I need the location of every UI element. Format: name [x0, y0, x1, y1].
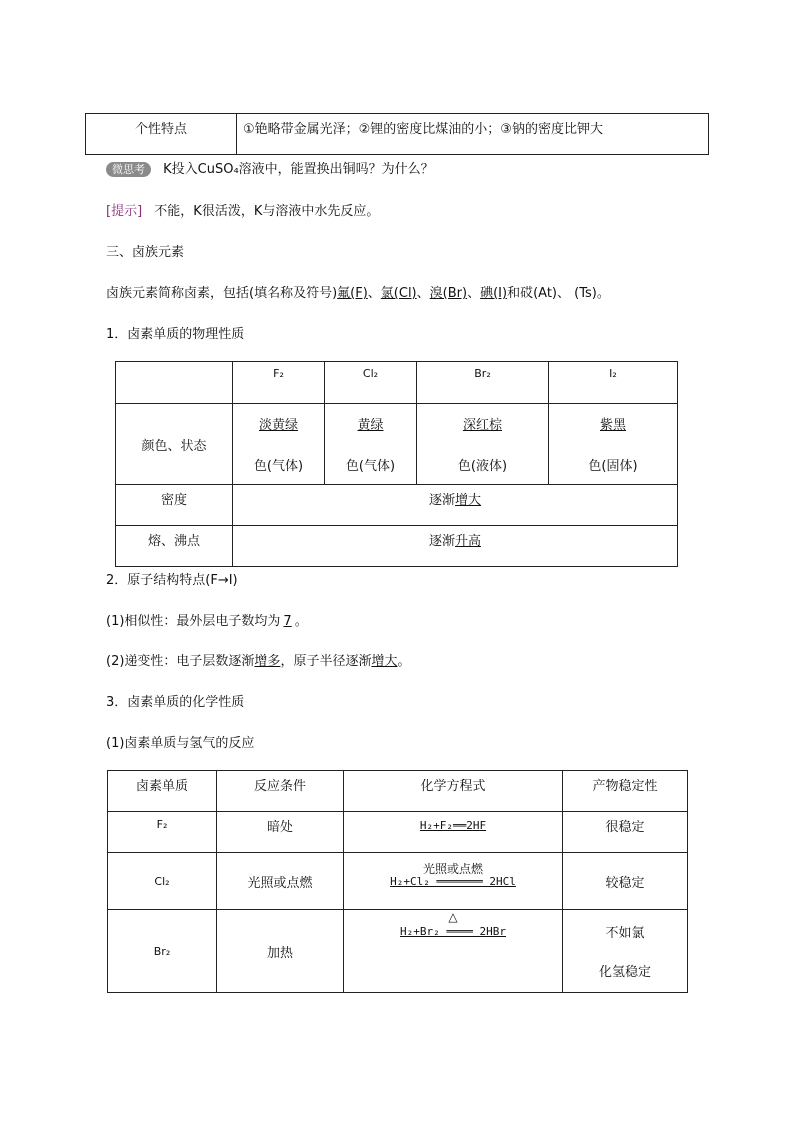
gradation-v1: 增多	[254, 654, 281, 669]
chemical-table	[107, 770, 688, 993]
chem-row-condition: 暗处	[217, 812, 344, 853]
color-name: 深红棕	[462, 418, 502, 433]
mp-prefix: 逐渐	[428, 534, 455, 549]
color-name: 黄绿	[357, 418, 384, 433]
chem-row-element: Br₂	[108, 910, 217, 993]
chem-row-stability: 很稳定	[563, 812, 688, 853]
similarity-suffix: 。	[294, 614, 308, 629]
stability-line1: 不如氯	[605, 926, 645, 941]
chem-row-stability	[563, 910, 688, 993]
gradation-paragraph	[106, 650, 410, 669]
hint-line	[106, 200, 379, 219]
similarity-paragraph	[106, 610, 308, 629]
intro-prefix: 卤族元素简称卤素，包括(填名称及符号)	[106, 286, 338, 301]
similarity-prefix: (1)相似性：最外层电子数均为	[106, 614, 281, 629]
chem-header-stability: 产物稳定性	[563, 771, 688, 812]
intro-paragraph	[106, 282, 610, 301]
hint-label: [提示]	[106, 204, 143, 219]
equation-text: H₂+Cl₂ ═══════ 2HCl	[390, 874, 516, 888]
heading-structure: 2．原子结构特点(F→I)	[106, 573, 238, 588]
equation-with-condition	[390, 861, 516, 889]
chem-header-condition: 反应条件	[217, 771, 344, 812]
intro-sep3: 、	[467, 286, 481, 301]
chem-row-condition: 加热	[217, 910, 344, 993]
think-question: K投入CuSO₄溶液中，能置换出铜吗？为什么？	[163, 162, 434, 177]
phys-header-f2: F₂	[233, 362, 325, 404]
think-badge: 微思考	[106, 162, 151, 177]
equation-text: H₂+F₂══2HF	[419, 819, 487, 832]
heading-chemical: 3．卤素单质的化学性质	[106, 695, 245, 710]
color-state: 色(气体)	[345, 459, 396, 474]
physical-table	[115, 361, 678, 567]
chem-row-equation	[344, 910, 563, 993]
chem-header-element: 卤素单质	[108, 771, 217, 812]
density-value: 增大	[455, 493, 482, 508]
color-state: 色(气体)	[253, 459, 304, 474]
phys-header-i2: I₂	[549, 362, 678, 404]
intro-f: 氟(F)	[337, 286, 368, 301]
intro-i: 碘(I)	[480, 286, 508, 301]
intro-suffix: 和砹(At)、 (Ts)。	[507, 286, 610, 301]
top-table-label: 个性特点	[86, 114, 237, 155]
color-name: 淡黄绿	[258, 418, 298, 433]
color-cell-i2	[549, 404, 678, 485]
color-state: 色(固体)	[588, 459, 638, 474]
equation-condition: △	[448, 910, 458, 924]
hint-text: 不能，K很活泼，K与溶液中水先反应。	[154, 204, 380, 219]
stability-line2: 化氢稳定	[598, 965, 651, 980]
equation-with-condition	[400, 910, 506, 939]
intro-br: 溴(Br)	[429, 286, 468, 301]
section-title: 三、卤族元素	[106, 245, 185, 260]
density-value-cell	[233, 485, 678, 526]
color-state: 色(液体)	[457, 459, 508, 474]
gradation-mid: ，原子半径逐渐	[280, 654, 372, 669]
chem-row-condition: 光照或点燃	[217, 853, 344, 910]
color-name: 紫黑	[599, 418, 626, 433]
chem-row-equation	[344, 853, 563, 910]
equation-condition: 光照或点燃	[422, 861, 483, 876]
intro-cl: 氯(Cl)	[380, 286, 417, 301]
chem-header-equation: 化学方程式	[344, 771, 563, 812]
color-cell-br2	[417, 404, 549, 485]
heading-hydrogen-reaction: (1)卤素单质与氢气的反应	[106, 736, 255, 751]
density-prefix: 逐渐	[428, 493, 455, 508]
chem-row-equation	[344, 812, 563, 853]
phys-header-empty	[116, 362, 233, 404]
top-table	[85, 113, 709, 155]
think-line	[106, 158, 434, 177]
density-label: 密度	[116, 485, 233, 526]
heading-physical: 1．卤素单质的物理性质	[106, 327, 245, 342]
gradation-prefix: (2)递变性：电子层数逐渐	[106, 654, 255, 669]
chem-row-stability: 较稳定	[563, 853, 688, 910]
mp-label: 熔、沸点	[116, 526, 233, 567]
phys-header-cl2: Cl₂	[325, 362, 417, 404]
equation-text: H₂+Br₂ ════ 2HBr	[400, 925, 506, 938]
top-table-content: ①铯略带金属光泽；②锂的密度比煤油的小；③钠的密度比钾大	[237, 114, 709, 155]
color-state-label: 颜色、状态	[116, 404, 233, 485]
mp-value-cell	[233, 526, 678, 567]
similarity-value: 7	[283, 614, 292, 629]
color-cell-cl2	[325, 404, 417, 485]
intro-sep2: 、	[416, 286, 430, 301]
chem-row-element: Cl₂	[108, 853, 217, 910]
gradation-suffix: 。	[397, 654, 411, 669]
intro-sep1: 、	[367, 286, 381, 301]
chem-row-element: F₂	[108, 812, 217, 853]
mp-value: 升高	[455, 534, 482, 549]
color-cell-f2	[233, 404, 325, 485]
phys-header-br2: Br₂	[417, 362, 549, 404]
gradation-v2: 增大	[371, 654, 398, 669]
